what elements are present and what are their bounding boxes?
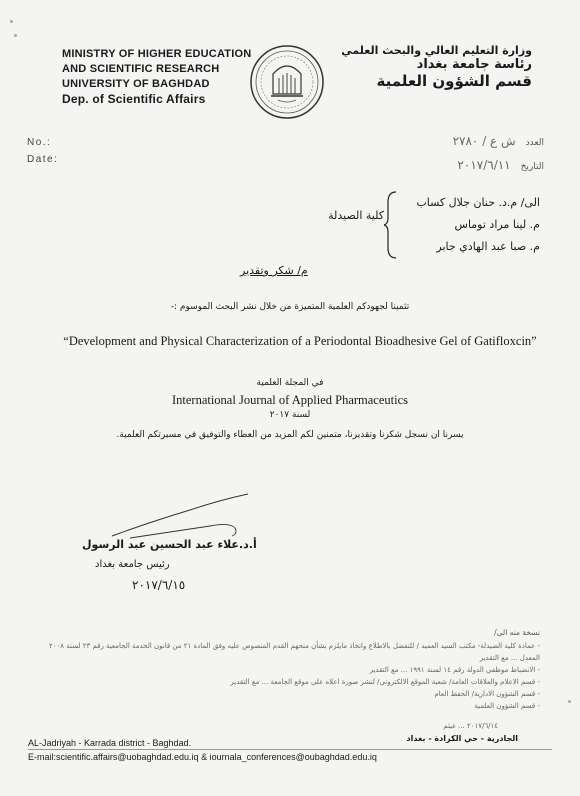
- recipient-1: الى/ م.د. حنان جلال كساب: [416, 196, 540, 209]
- college-name: كلية الصيدلة: [328, 209, 384, 222]
- recipients-brace: [384, 190, 398, 260]
- copies-list: [30, 640, 540, 712]
- ministry-ar: وزارة التعليم العالي والبحث العلمي: [341, 44, 532, 57]
- typist-reference: ٢٠١٧/٦/١٤ ... غيثم: [443, 722, 498, 730]
- recipient-2: م. لينا مراد توماس: [454, 218, 540, 231]
- date-value: ٢٠١٧/٦/١١: [457, 158, 511, 172]
- arabic-letterhead: [341, 44, 532, 90]
- contact-email: E-mail:scientific.affairs@uobaghdad.edu.iq & iournala_conferences@oubaghdad.edu.iq: [28, 752, 377, 762]
- copy-item: - الانضباط موظفي الدولة رقم ١٤ لسنة ١٩٩١ ... مع التقدير: [30, 664, 540, 676]
- number-label: No.:: [27, 137, 52, 148]
- journal-name: International Journal of Applied Pharmaceutics: [171, 393, 409, 407]
- address-en: AL-Jadriyah - Karrada district - Baghdad.: [28, 738, 192, 748]
- recipient-3: م. صبا عبد الهادي جابر: [436, 240, 540, 253]
- intro-text: تثمينا لجهودكم العلمية المتميزة من خلال نشر البحث الموسوم :-: [170, 302, 410, 312]
- ministry-line-1: MINISTRY OF HIGHER EDUCATION: [62, 48, 252, 60]
- copy-item: - قسم الشؤون الادارية/ الحفظ العام: [30, 688, 540, 700]
- reference-labels-en: [27, 134, 58, 168]
- recipients: [416, 192, 540, 258]
- number-label-ar: العدد: [525, 138, 544, 148]
- ministry-line-2: AND SCIENTIFIC RESEARCH: [62, 63, 220, 75]
- department-ar: قسم الشؤون العلمية: [376, 72, 532, 90]
- copy-item: - عمادة كلية الصيدلة- مكتب السيد العميد / للتفضل بالاطلاع واتخاذ مايلزم بشأن منحهم القدم المنصوص عليه وفق المادة ٢١ من قانون الخدمة الجامعية رقم ٢٣ لسنة ٢٠٠٨ المعدل ... مع التقدير: [30, 640, 540, 664]
- date-label-ar: التاريخ: [520, 162, 544, 172]
- english-letterhead: [62, 47, 251, 107]
- date-label: Date:: [27, 154, 59, 165]
- signatory-name: أ.د.علاء عبد الحسين عبد الرسول: [82, 538, 257, 551]
- scan-speck: [568, 700, 571, 703]
- paper-title: “Development and Physical Characterization of a Periodontal Bioadhesive Gel of Gatifloxcin”: [63, 334, 537, 348]
- thanks-text: يسرنا ان نسجل شكرنا وتقديرنا، متمنين لكم المزيد من العطاء والتوفيق في مسيرتكم العلمية.: [116, 430, 464, 440]
- date-row-ar: [453, 154, 544, 178]
- reference-labels-ar: [453, 130, 544, 178]
- address-ar: الجادرية - حي الكرادة - بغداد: [406, 734, 518, 743]
- university-seal-logo: [249, 44, 325, 120]
- signatory-title: رئيس جامعة بغداد: [95, 559, 170, 570]
- subject-line: م/ شكر وتقدير: [240, 264, 308, 277]
- copies-heading: نسخة منه الى/: [494, 628, 540, 637]
- handwritten-signature: [110, 492, 260, 542]
- published-in-label: في المجلة العلمية: [256, 378, 324, 388]
- scan-speck: [10, 20, 13, 23]
- signature-date: ٢٠١٧/٦/١٥: [132, 578, 186, 592]
- number-row-ar: [453, 130, 544, 154]
- number-value: ش ع / ٢٧٨٠: [452, 134, 516, 148]
- copy-item: - قسم الاعلام والعلاقات العامة/ شعبة الموقع الالكتروني/ لنشر صورة اعلاه على موقع الجامعة ... مع التقدير: [30, 676, 540, 688]
- university-name: UNIVERSITY OF BAGHDAD: [62, 78, 210, 90]
- footer-divider: [28, 749, 552, 750]
- department-name: Dep. of Scientific Affairs: [62, 92, 206, 106]
- copy-item: - قسم الشؤون العلمية: [30, 700, 540, 712]
- university-ar: رئاسة جامعة بغداد: [416, 57, 532, 72]
- scan-speck: [14, 34, 17, 37]
- publication-year: لسنة ٢٠١٧: [269, 410, 311, 420]
